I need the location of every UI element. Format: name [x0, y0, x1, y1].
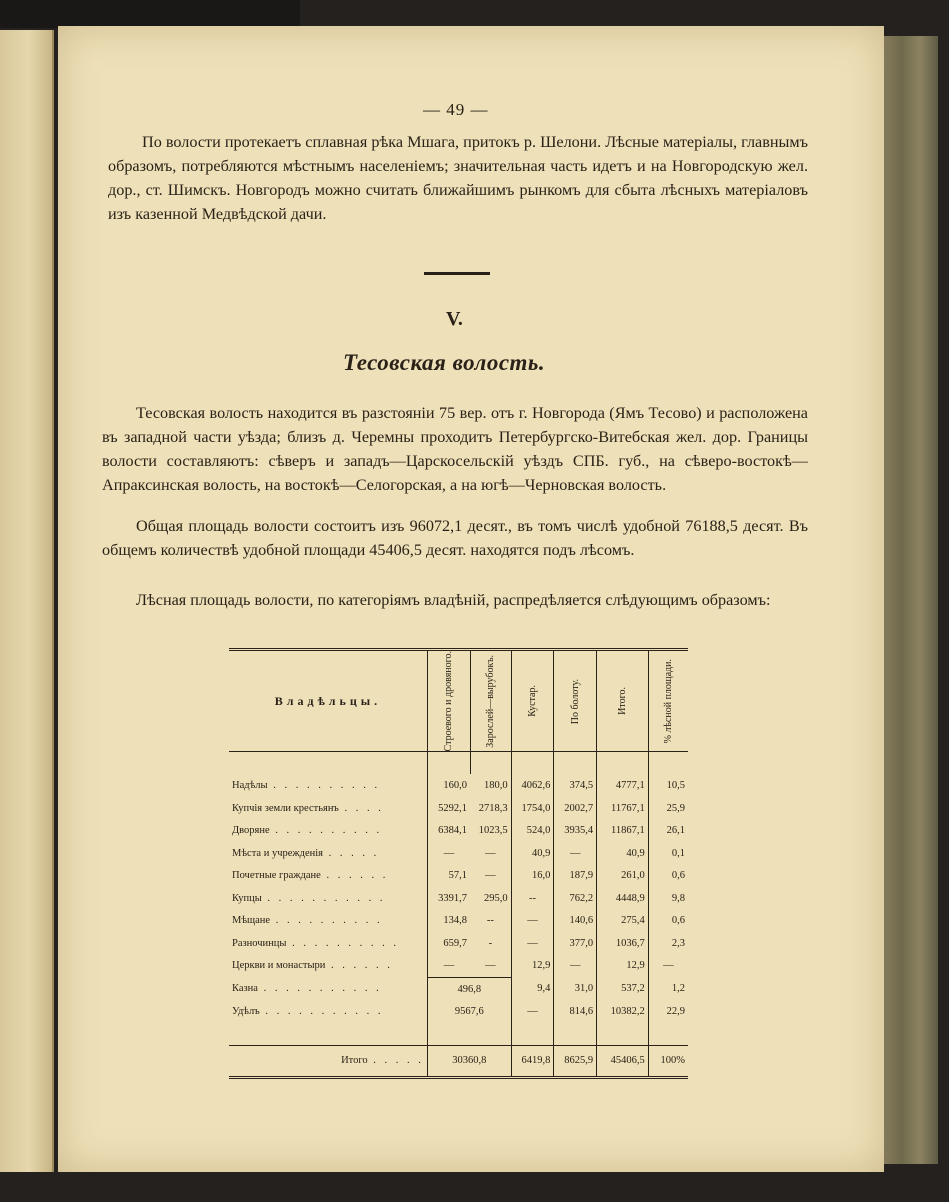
- table-row: Казна . . . . . . . . . . . 496,8 9,4 31,0 537,2 1,2: [229, 977, 688, 1000]
- table-cell: 25,9: [648, 797, 688, 820]
- table-cell: —: [511, 932, 554, 955]
- table-cell: 12,9: [511, 954, 554, 977]
- table-cell: 4062,6: [511, 774, 554, 797]
- table-cell: 4448,9: [597, 887, 649, 910]
- table-cell: 4777,1: [597, 774, 649, 797]
- area-paragraph: Общая площадь волости состоитъ изъ 96072,1 десят., въ томъ числѣ удобной 76188,5 десят. Въ общемъ количествѣ удобной площади 45406,5 десят. находятся подъ лѣсомъ.: [102, 517, 808, 559]
- table-cell-merged: 9567,6: [427, 1000, 511, 1023]
- table-row: Надѣлы . . . . . . . . . . 160,0 180,0 4062,6 374,5 4777,1 10,5: [229, 774, 688, 797]
- table-cell: 100%: [648, 1045, 688, 1077]
- table-cell: 160,0: [427, 774, 470, 797]
- left-page-edge: [0, 30, 54, 1172]
- table-cell: 275,4: [597, 909, 649, 932]
- table-cell: 9,8: [648, 887, 688, 910]
- table-cell: 0,1: [648, 842, 688, 865]
- table-cell-merged: 496,8: [427, 977, 511, 1000]
- table-row: Удѣлъ . . . . . . . . . . . 9567,6 — 814,6 10382,2 22,9: [229, 1000, 688, 1023]
- owner-name: Мѣста и учрежденія: [232, 847, 324, 859]
- table-cell: 814,6: [554, 1000, 597, 1023]
- table-cell: 16,0: [511, 864, 554, 887]
- owner-name: Удѣлъ: [232, 1006, 260, 1018]
- table-cell: 40,9: [597, 842, 649, 865]
- table-cell-merged: 30360,8: [427, 1045, 511, 1077]
- intro-paragraph: По волости протекаетъ сплавная рѣка Мшага, притокъ р. Шелони. Лѣсные матеріалы, главнымъ образомъ, потребляются мѣстнымъ населеніемъ; значительная часть идетъ и на Новгородскую жел. дор., ст. Шимскъ. Новгородъ можно считать ближайшимъ рынкомъ для сбыта лѣсныхъ матеріаловъ изъ казенной Медвѣдской дачи.: [108, 133, 808, 223]
- table-cell: 3391,7: [427, 887, 470, 910]
- owner-name: Дворяне: [232, 825, 270, 837]
- table-header-row: [229, 650, 688, 752]
- table-cell: 40,9: [511, 842, 554, 865]
- table-cell: 659,7: [427, 932, 470, 955]
- table-cell: 524,0: [511, 819, 554, 842]
- table-cell: 5292,1: [427, 797, 470, 820]
- column-header: % лѣсной площади.: [648, 650, 688, 752]
- table-cell: —: [511, 909, 554, 932]
- table-cell: —: [554, 954, 597, 977]
- section-divider: [424, 272, 490, 275]
- table-cell: 22,9: [648, 1000, 688, 1023]
- table-cell: 10,5: [648, 774, 688, 797]
- table-cell: —: [554, 842, 597, 865]
- column-header: Строевого и дровяного.: [427, 650, 470, 752]
- table-cell: 10382,2: [597, 1000, 649, 1023]
- table-cell: —: [511, 1000, 554, 1023]
- owner-name: Мѣщане: [232, 915, 271, 927]
- owner-name: Казна: [232, 983, 258, 995]
- table-row: Купчія земли крестьянъ . . . . 5292,1 2718,3 1754,0 2002,7 11767,1 25,9: [229, 797, 688, 820]
- table-cell: 12,9: [597, 954, 649, 977]
- table-cell: 134,8: [427, 909, 470, 932]
- table-cell: 8625,9: [554, 1045, 597, 1077]
- table-cell: 45406,5: [597, 1045, 649, 1077]
- owner-name: Купчія земли крестьянъ: [232, 802, 339, 814]
- section-number: V.: [446, 308, 463, 330]
- table-cell: 0,6: [648, 864, 688, 887]
- table-row: Почетные граждане . . . . . . 57,1 — 16,0 187,9 261,0 0,6: [229, 864, 688, 887]
- table-cell: 11767,1: [597, 797, 649, 820]
- owners-header: Владѣльцы.: [274, 693, 382, 708]
- table-cell: 295,0: [484, 892, 508, 904]
- table-cell: 3935,4: [554, 819, 597, 842]
- table-cell: —: [427, 954, 470, 977]
- owner-name: Разночинцы: [232, 937, 287, 949]
- table-cell: 6419,8: [511, 1045, 554, 1077]
- table-cell: 1754,0: [511, 797, 554, 820]
- table-cell: 1,2: [648, 977, 688, 1000]
- owner-name: Церкви и монастыри: [232, 960, 326, 972]
- table-cell: 26,1: [648, 819, 688, 842]
- table-row: Купцы . . . . . . . . . . . 3391,7 295,0 -- 762,2 4448,9 9,8: [229, 887, 688, 910]
- table-cell: —: [485, 847, 496, 859]
- table-cell: —: [485, 870, 496, 882]
- table-row: Разночинцы . . . . . . . . . . 659,7 - — 377,0 1036,7 2,3: [229, 932, 688, 955]
- table-cell: —: [648, 954, 688, 977]
- distribution-paragraph: Лѣсная площадь волости, по категоріямъ владѣній, распредѣляется слѣдующимъ образомъ:: [136, 591, 771, 609]
- section-title: Тесовская волость.: [343, 350, 546, 375]
- table-cell: 1023,5: [478, 825, 508, 837]
- owner-name: Надѣлы: [232, 780, 268, 792]
- table-cell: 1036,7: [597, 932, 649, 955]
- table-cell: 31,0: [554, 977, 597, 1000]
- column-header: Итого.: [597, 650, 649, 752]
- table-row: Дворяне . . . . . . . . . . 6384,1 1023,5 524,0 3935,4 11867,1 26,1: [229, 819, 688, 842]
- table-cell: 9,4: [511, 977, 554, 1000]
- table-cell: 140,6: [554, 909, 597, 932]
- table-cell: 0,6: [648, 909, 688, 932]
- table-cell: --: [486, 915, 494, 927]
- table-cell: —: [470, 954, 511, 977]
- table-row: Мѣщане . . . . . . . . . . 134,8 -- — 140,6 275,4 0,6: [229, 909, 688, 932]
- table-cell: -: [488, 937, 493, 949]
- table-cell: 374,5: [554, 774, 597, 797]
- table-cell: 11867,1: [597, 819, 649, 842]
- table-cell: 2,3: [648, 932, 688, 955]
- table-cell: 537,2: [597, 977, 649, 1000]
- table-cell: 180,0: [484, 780, 508, 792]
- dark-background: [0, 0, 300, 28]
- table-cell: 261,0: [597, 864, 649, 887]
- table-cell: 187,9: [554, 864, 597, 887]
- page-number: — 49 —: [423, 100, 489, 119]
- table-total-row: Итого . . . . . 30360,8 6419,8 8625,9 45406,5 100%: [229, 1045, 688, 1077]
- owner-name: Купцы: [232, 892, 262, 904]
- table-cell: 2002,7: [554, 797, 597, 820]
- book-binding-edge: [878, 36, 938, 1164]
- table-row: Мѣста и учрежденія . . . . . — — 40,9 — 40,9 0,1: [229, 842, 688, 865]
- table-row: Церкви и монастыри . . . . . . — — 12,9 — 12,9 —: [229, 954, 688, 977]
- total-label: Итого: [341, 1055, 368, 1067]
- table-cell: 2718,3: [478, 802, 508, 814]
- table-cell: 377,0: [554, 932, 597, 955]
- forest-ownership-table: [229, 648, 688, 1067]
- table-cell: 762,2: [554, 887, 597, 910]
- column-header: Кустар.: [511, 650, 554, 752]
- table-cell: 57,1: [427, 864, 470, 887]
- table-cell: 6384,1: [427, 819, 470, 842]
- column-header: Зарослей—вырубокъ.: [470, 650, 511, 752]
- table-cell: —: [427, 842, 470, 865]
- location-paragraph: Тесовская волость находится въ разстояніи 75 вер. отъ г. Новгорода (Ямъ Тесово) и расположена въ западной части уѣзда; близъ д. Черемны проходитъ Петербургско-Витебская жел. дор. Границы волости составляютъ: сѣверъ и западъ—Царскосельскій уѣздъ СПБ. губ., на сѣверо-востокѣ—Апраксинская волость, на востокѣ—Селогорская, а на югѣ—Черновская волость.: [102, 404, 808, 494]
- owner-name: Почетные граждане: [232, 870, 321, 882]
- table-cell: --: [511, 887, 554, 910]
- column-header: По болоту.: [554, 650, 597, 752]
